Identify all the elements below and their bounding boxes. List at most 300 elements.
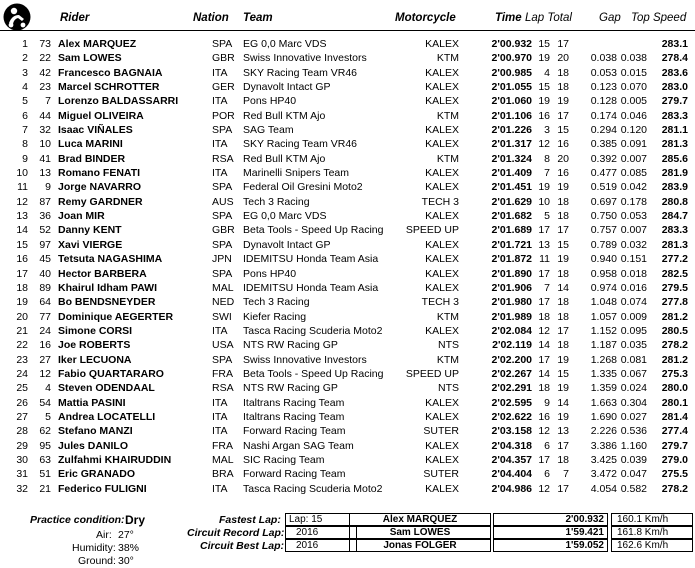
rider-name-cell: Alex MARQUEZ: [58, 38, 137, 50]
rider-name-cell: Danny KENT: [58, 224, 122, 237]
rider-number-cell: 77: [39, 310, 51, 323]
best-lap-cell: 12: [538, 482, 550, 495]
gap-header: Gap: [599, 12, 621, 24]
circuit-best-year: 2016: [285, 539, 357, 552]
rider-number-cell: 24: [39, 324, 51, 337]
rider-name-cell: Joe ROBERTS: [58, 339, 131, 352]
lap-total-header: Lap Total: [525, 12, 572, 24]
nation-cell: SPA: [212, 210, 233, 223]
position-cell: 26: [16, 396, 28, 409]
nation-cell: ITA: [212, 95, 228, 108]
lap-time-cell: 2'02.267: [491, 367, 532, 380]
rider-name-cell: Jorge NAVARRO: [58, 181, 142, 194]
rider-number-cell: 42: [39, 66, 51, 79]
nation-cell: ITA: [212, 167, 228, 180]
position-cell: 27: [16, 410, 28, 423]
top-speed-cell: 281.4: [661, 410, 688, 423]
gap-first-cell: 0.128: [590, 95, 617, 108]
position-cell: 21: [16, 324, 28, 337]
gap-first-cell: 0.123: [590, 81, 617, 94]
nation-cell: SPA: [212, 181, 233, 194]
team-cell: IDEMITSU Honda Team Asia: [243, 281, 379, 294]
team-cell: Red Bull KTM Ajo: [243, 109, 326, 122]
rider-number-cell: 10: [39, 138, 51, 151]
gap-first-cell: 1.690: [590, 410, 617, 423]
gap-first-cell: 1.268: [590, 353, 617, 366]
best-lap-cell: 18: [538, 382, 550, 395]
gap-previous-cell: 0.042: [620, 181, 647, 194]
rider-name-cell: Sam LOWES: [58, 52, 122, 65]
rider-name-cell: Tetsuta NAGASHIMA: [58, 253, 163, 266]
best-lap-cell: 19: [538, 95, 550, 108]
rider-number-cell: 64: [39, 296, 51, 309]
nation-cell: FRA: [212, 367, 233, 380]
position-cell: 1: [22, 38, 28, 50]
total-laps-cell: 19: [557, 382, 569, 395]
best-lap-cell: 16: [538, 109, 550, 122]
top-speed-cell: 279.0: [661, 453, 688, 466]
gap-previous-cell: 0.151: [620, 253, 647, 266]
team-cell: Beta Tools - Speed Up Racing: [243, 367, 384, 380]
top-speed-cell: 281.3: [661, 238, 688, 251]
team-cell: Swiss Innovative Investors: [243, 353, 367, 366]
gap-previous-cell: 1.160: [620, 439, 647, 452]
top-speed-cell: 279.7: [661, 95, 688, 108]
gap-previous-cell: 0.095: [620, 324, 647, 337]
gap-previous-cell: 0.038: [620, 52, 647, 65]
total-laps-cell: 14: [557, 281, 569, 294]
motorcycle-cell: KTM: [436, 109, 459, 122]
team-cell: Dynavolt Intact GP: [243, 81, 331, 94]
rider-name-cell: Brad BINDER: [58, 152, 126, 165]
team-header: Team: [243, 12, 273, 24]
best-lap-cell: 12: [538, 138, 550, 151]
gap-first-cell: 0.053: [590, 66, 617, 79]
position-cell: 6: [22, 109, 28, 122]
gap-first-cell: 0.789: [590, 238, 617, 251]
position-cell: 2: [22, 52, 28, 65]
rider-name-cell: Simone CORSI: [58, 324, 133, 337]
total-laps-cell: 17: [557, 482, 569, 495]
rider-number-cell: 13: [39, 167, 51, 180]
nation-cell: POR: [212, 109, 235, 122]
total-laps-cell: 18: [557, 195, 569, 208]
motorcycle-cell: KALEX: [425, 124, 459, 137]
humidity-value: 38%: [118, 542, 140, 554]
gap-first-cell: 0.757: [590, 224, 617, 237]
rider-number-cell: 63: [39, 453, 51, 466]
motorcycle-cell: SPEED UP: [405, 367, 459, 380]
team-cell: IDEMITSU Honda Team Asia: [243, 253, 379, 266]
motorcycle-cell: KALEX: [425, 281, 459, 294]
motorcycle-cell: TECH 3: [421, 296, 459, 309]
table-row: [0, 123, 695, 137]
gap-previous-cell: 0.007: [620, 224, 647, 237]
rider-name-cell: Fabio QUARTARARO: [58, 367, 164, 380]
position-cell: 32: [16, 482, 28, 495]
total-laps-cell: 18: [557, 310, 569, 323]
motorcycle-cell: KALEX: [425, 396, 459, 409]
gap-previous-cell: 0.178: [620, 195, 647, 208]
total-laps-cell: 20: [557, 52, 569, 65]
motorcycle-cell: KALEX: [425, 95, 459, 108]
gap-first-cell: 1.152: [590, 324, 617, 337]
team-cell: Tech 3 Racing: [243, 296, 310, 309]
gap-first-cell: 0.174: [590, 109, 617, 122]
gap-previous-cell: 0.070: [620, 81, 647, 94]
total-laps-cell: 17: [557, 109, 569, 122]
top-speed-cell: 278.2: [661, 482, 688, 495]
table-row: [0, 410, 695, 424]
motorcycle-cell: KALEX: [425, 38, 459, 50]
lap-time-cell: 2'04.986: [491, 482, 532, 495]
total-laps-cell: 19: [557, 181, 569, 194]
gap-previous-cell: 0.007: [620, 152, 647, 165]
team-cell: EG 0,0 Marc VDS: [243, 38, 327, 50]
top-speed-cell: 281.3: [661, 138, 688, 151]
position-cell: 24: [16, 367, 28, 380]
rider-number-cell: 12: [39, 367, 51, 380]
motorcycle-cell: KALEX: [425, 410, 459, 423]
gap-first-cell: 0.385: [590, 138, 617, 151]
rider-number-cell: 22: [39, 52, 51, 65]
lap-time-cell: 2'01.060: [491, 95, 532, 108]
best-lap-cell: 17: [538, 224, 550, 237]
rider-number-cell: 44: [39, 109, 51, 122]
fastest-lap-speed: 160.1 Km/h: [611, 513, 693, 526]
gap-previous-cell: 0.091: [620, 138, 647, 151]
total-laps-cell: 13: [557, 425, 569, 438]
position-cell: 5: [22, 95, 28, 108]
top-speed-cell: 279.5: [661, 281, 688, 294]
team-cell: SIC Racing Team: [243, 453, 325, 466]
nation-cell: ITA: [212, 396, 228, 409]
nation-cell: ITA: [212, 66, 228, 79]
table-row: [0, 195, 695, 209]
fastest-lap-time: 2'00.932: [493, 513, 608, 526]
team-cell: SKY Racing Team VR46: [243, 138, 358, 151]
best-lap-cell: 6: [544, 439, 550, 452]
lap-time-cell: 2'02.622: [491, 410, 532, 423]
table-row: [0, 51, 695, 65]
gap-first-cell: 0.974: [590, 281, 617, 294]
lap-time-cell: 2'01.682: [491, 210, 532, 223]
motorcycle-rider-logo-icon: [3, 3, 31, 31]
lap-time-cell: 2'01.689: [491, 224, 532, 237]
gap-previous-cell: 0.027: [620, 410, 647, 423]
top-speed-cell: 278.2: [661, 339, 688, 352]
table-row: [0, 223, 695, 237]
lap-time-cell: 2'00.985: [491, 66, 532, 79]
nation-cell: FRA: [212, 439, 233, 452]
rider-number-cell: 97: [39, 238, 51, 251]
lap-time-cell: 2'04.357: [491, 453, 532, 466]
motorcycle-cell: SUTER: [423, 468, 459, 481]
rider-name-cell: Iker LECUONA: [58, 353, 132, 366]
gap-first-cell: 4.054: [590, 482, 617, 495]
gap-first-cell: 0.392: [590, 152, 617, 165]
rider-number-cell: 45: [39, 253, 51, 266]
rider-name-cell: Stefano MANZI: [58, 425, 133, 438]
gap-first-cell: 0.750: [590, 210, 617, 223]
table-row: [0, 295, 695, 309]
nation-cell: SPA: [212, 267, 233, 280]
gap-previous-cell: 0.018: [620, 267, 647, 280]
motorcycle-cell: KALEX: [425, 210, 459, 223]
best-lap-cell: 17: [538, 353, 550, 366]
team-cell: Red Bull KTM Ajo: [243, 152, 326, 165]
top-speed-cell: 282.5: [661, 267, 688, 280]
gap-previous-cell: 0.024: [620, 382, 647, 395]
table-row: [0, 396, 695, 410]
nation-cell: ITA: [212, 324, 228, 337]
rider-number-cell: 23: [39, 81, 51, 94]
top-speed-cell: 280.8: [661, 195, 688, 208]
gap-first-cell: 1.048: [590, 296, 617, 309]
rider-name-cell: Bo BENDSNEYDER: [58, 296, 156, 309]
nation-cell: MAL: [212, 281, 234, 294]
total-laps-cell: 20: [557, 152, 569, 165]
top-speed-cell: 283.3: [661, 109, 688, 122]
rider-number-cell: 5: [45, 410, 51, 423]
top-speed-cell: 275.5: [661, 468, 688, 481]
results-table: [0, 37, 695, 496]
motorcycle-cell: SPEED UP: [405, 224, 459, 237]
lap-time-cell: 2'02.084: [491, 324, 532, 337]
gap-previous-cell: 0.039: [620, 453, 647, 466]
best-lap-cell: 18: [538, 310, 550, 323]
gap-previous-cell: 0.074: [620, 296, 647, 309]
gap-previous-cell: 0.032: [620, 238, 647, 251]
rider-number-cell: 16: [39, 339, 51, 352]
team-cell: Kiefer Racing: [243, 310, 307, 323]
table-row: [0, 66, 695, 80]
motorcycle-cell: KALEX: [425, 453, 459, 466]
best-lap-cell: 19: [538, 52, 550, 65]
rider-name-cell: Hector BARBERA: [58, 267, 147, 280]
motorcycle-cell: KALEX: [425, 167, 459, 180]
gap-previous-cell: 0.081: [620, 353, 647, 366]
position-cell: 14: [16, 224, 28, 237]
total-laps-cell: 17: [557, 38, 569, 50]
position-cell: 11: [17, 181, 28, 194]
position-cell: 3: [22, 66, 28, 79]
nation-cell: SPA: [212, 38, 233, 50]
lap-time-cell: 2'02.291: [491, 382, 532, 395]
nation-cell: RSA: [212, 382, 234, 395]
practice-condition-value: Dry: [125, 513, 146, 527]
rider-header: Rider: [60, 12, 90, 24]
total-laps-cell: 7: [563, 468, 569, 481]
rider-name-cell: Jules DANILO: [58, 439, 129, 452]
position-cell: 9: [22, 152, 28, 165]
lap-time-cell: 2'01.906: [491, 281, 532, 294]
table-row: [0, 152, 695, 166]
rider-name-cell: Miguel OLIVEIRA: [58, 109, 144, 122]
team-cell: EG 0,0 Marc VDS: [243, 210, 327, 223]
rider-name-cell: Zulfahmi KHAIRUDDIN: [58, 453, 172, 466]
rider-number-cell: 4: [45, 382, 51, 395]
top-speed-cell: 277.4: [661, 425, 688, 438]
team-cell: Tasca Racing Scuderia Moto2: [243, 482, 383, 495]
nation-cell: NED: [212, 296, 235, 309]
table-row: [0, 367, 695, 381]
rider-name-cell: Isaac VIÑALES: [58, 124, 133, 137]
gap-previous-cell: 0.009: [620, 310, 647, 323]
table-row: [0, 166, 695, 180]
lap-time-cell: 2'01.409: [491, 167, 532, 180]
nation-cell: ITA: [212, 410, 228, 423]
position-cell: 23: [16, 353, 28, 366]
total-laps-cell: 18: [557, 81, 569, 94]
rider-number-cell: 87: [39, 195, 51, 208]
rider-name-cell: Federico FULIGNI: [58, 482, 147, 495]
gap-previous-cell: 0.046: [620, 109, 647, 122]
rider-name-cell: Dominique AEGERTER: [58, 310, 174, 323]
lap-time-cell: 2'01.989: [491, 310, 532, 323]
team-cell: Federal Oil Gresini Moto2: [243, 181, 363, 194]
motorcycle-cell: KALEX: [425, 324, 459, 337]
lap-time-cell: 2'01.721: [491, 238, 532, 251]
nation-cell: GBR: [212, 224, 235, 237]
rider-number-cell: 36: [39, 210, 51, 223]
rider-number-cell: 95: [39, 439, 51, 452]
position-cell: 8: [22, 138, 28, 151]
nation-cell: RSA: [212, 152, 234, 165]
table-row: [0, 482, 695, 496]
gap-first-cell: 1.057: [590, 310, 617, 323]
lap-time-cell: 2'01.226: [491, 124, 532, 137]
table-row: [0, 109, 695, 123]
fastest-lap-label: Fastest Lap:: [219, 514, 281, 526]
motorcycle-cell: KALEX: [425, 66, 459, 79]
fastest-lap-rider: Alex MARQUEZ: [349, 513, 491, 526]
top-speed-cell: 283.3: [661, 224, 688, 237]
top-speed-cell: 280.0: [661, 382, 688, 395]
rider-number-cell: 21: [39, 482, 51, 495]
total-laps-cell: 19: [557, 353, 569, 366]
time-header: Time: [495, 12, 522, 24]
gap-first-cell: 0.940: [590, 253, 617, 266]
gap-previous-cell: 0.120: [620, 124, 647, 137]
top-speed-cell: 277.8: [661, 296, 688, 309]
position-cell: 22: [16, 339, 28, 352]
rider-number-cell: 41: [39, 152, 51, 165]
lap-time-cell: 2'01.106: [491, 109, 532, 122]
table-row: [0, 310, 695, 324]
nation-cell: ITA: [212, 138, 228, 151]
lap-time-cell: 2'02.595: [491, 396, 532, 409]
lap-time-cell: 2'01.980: [491, 296, 532, 309]
rider-name-cell: Steven ODENDAAL: [58, 382, 155, 395]
table-row: [0, 324, 695, 338]
table-row: [0, 439, 695, 453]
best-lap-cell: 3: [544, 124, 550, 137]
best-lap-cell: 8: [544, 152, 550, 165]
total-laps-cell: 18: [557, 267, 569, 280]
total-laps-cell: 14: [557, 396, 569, 409]
team-cell: Swiss Innovative Investors: [243, 52, 367, 65]
motorcycle-cell: KALEX: [425, 81, 459, 94]
position-cell: 7: [22, 124, 28, 137]
team-cell: Italtrans Racing Team: [243, 410, 345, 423]
fastest-lap-number: Lap: 15: [285, 513, 350, 526]
circuit-record-speed: 161.8 Km/h: [611, 526, 693, 539]
nation-cell: SWI: [212, 310, 232, 323]
nation-cell: GBR: [212, 52, 235, 65]
table-row: [0, 424, 695, 438]
position-cell: 20: [16, 310, 28, 323]
team-cell: Forward Racing Team: [243, 425, 346, 438]
gap-previous-cell: 0.067: [620, 367, 647, 380]
gap-first-cell: 3.472: [590, 468, 617, 481]
rider-name-cell: Eric GRANADO: [58, 468, 136, 481]
best-lap-cell: 15: [538, 38, 550, 50]
nation-cell: USA: [212, 339, 234, 352]
rider-number-cell: 51: [39, 468, 51, 481]
best-lap-cell: 17: [538, 267, 550, 280]
motorcycle-cell: KTM: [436, 52, 459, 65]
best-lap-cell: 17: [538, 296, 550, 309]
header-divider: [0, 30, 695, 31]
lap-time-cell: 2'03.158: [491, 425, 532, 438]
top-speed-cell: 283.9: [661, 181, 688, 194]
rider-number-cell: 9: [45, 181, 51, 194]
footer: [0, 510, 695, 568]
motorcycle-cell: KALEX: [425, 138, 459, 151]
best-lap-cell: 12: [538, 324, 550, 337]
top-speed-cell: 277.2: [661, 253, 688, 266]
gap-first-cell: 1.335: [590, 367, 617, 380]
lap-time-cell: 2'02.119: [492, 339, 532, 352]
top-speed-cell: 284.7: [661, 210, 688, 223]
best-lap-cell: 10: [538, 195, 550, 208]
best-lap-cell: 17: [538, 453, 550, 466]
lap-time-cell: 2'04.318: [491, 439, 532, 452]
gap-first-cell: 1.187: [590, 339, 617, 352]
humidity-label: Humidity:: [72, 542, 116, 554]
best-lap-cell: 11: [539, 253, 550, 266]
position-cell: 30: [16, 453, 28, 466]
rider-number-cell: 89: [39, 281, 51, 294]
best-lap-cell: 14: [538, 367, 550, 380]
team-cell: Tech 3 Racing: [243, 195, 310, 208]
best-lap-cell: 4: [544, 66, 550, 79]
gap-first-cell: 0.958: [590, 267, 617, 280]
motorcycle-cell: KALEX: [425, 181, 459, 194]
rider-name-cell: Joan MIR: [58, 210, 105, 223]
table-row: [0, 137, 695, 151]
position-cell: 15: [16, 238, 28, 251]
table-row: [0, 381, 695, 395]
best-lap-cell: 7: [544, 167, 550, 180]
top-speed-cell: 280.1: [661, 396, 688, 409]
total-laps-cell: 15: [557, 124, 569, 137]
lap-time-cell: 2'01.872: [491, 253, 532, 266]
gap-first-cell: 0.477: [590, 167, 617, 180]
team-cell: SAG Team: [243, 124, 294, 137]
table-row: [0, 281, 695, 295]
position-cell: 16: [16, 253, 28, 266]
team-cell: Beta Tools - Speed Up Racing: [243, 224, 384, 237]
top-speed-cell: 281.9: [661, 167, 688, 180]
lap-time-cell: 2'01.317: [491, 138, 532, 151]
best-lap-cell: 7: [544, 281, 550, 294]
gap-previous-cell: 0.035: [620, 339, 647, 352]
motorcycle-cell: KTM: [436, 152, 459, 165]
gap-previous-cell: 0.016: [620, 281, 647, 294]
motorcycle-cell: NTS: [438, 382, 459, 395]
